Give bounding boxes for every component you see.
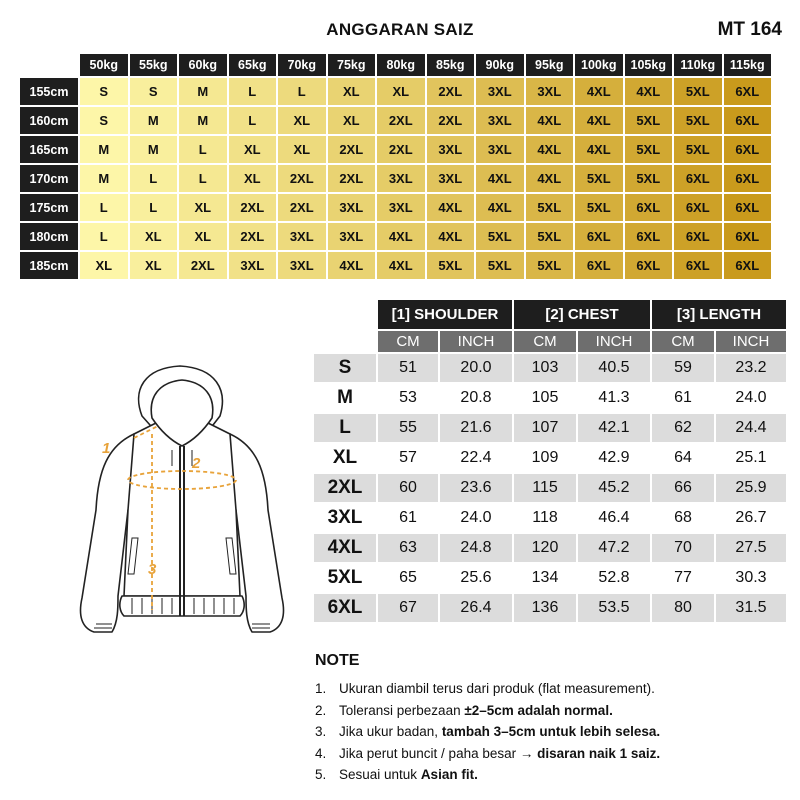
size-cell: 6XL bbox=[724, 78, 772, 105]
size-cell: XL bbox=[328, 78, 376, 105]
size-cell: 5XL bbox=[625, 136, 673, 163]
size-cell: L bbox=[80, 194, 128, 221]
size-cell: 4XL bbox=[575, 78, 623, 105]
weight-header: 80kg bbox=[377, 54, 425, 76]
size-cell: XL bbox=[229, 165, 277, 192]
size-label: 5XL bbox=[314, 564, 376, 592]
size-cell: S bbox=[130, 78, 178, 105]
size-cell: 6XL bbox=[724, 223, 772, 250]
size-cell: 2XL bbox=[179, 252, 227, 279]
size-cell: S bbox=[80, 78, 128, 105]
measure-value: 27.5 bbox=[716, 534, 786, 562]
unit-header: INCH bbox=[440, 331, 512, 352]
size-cell: 4XL bbox=[575, 107, 623, 134]
unit-header: CM bbox=[378, 331, 438, 352]
note-text: ±2–5cm adalah normal. bbox=[464, 702, 613, 718]
size-cell: M bbox=[179, 107, 227, 134]
weight-header: 95kg bbox=[526, 54, 574, 76]
note-number: 4. bbox=[315, 745, 327, 761]
measure-value: 70 bbox=[652, 534, 714, 562]
size-cell: L bbox=[179, 136, 227, 163]
size-cell: 3XL bbox=[526, 78, 574, 105]
measure-value: 45.2 bbox=[578, 474, 650, 502]
size-cell: 5XL bbox=[625, 107, 673, 134]
note-number: 1. bbox=[315, 681, 327, 696]
unit-header: CM bbox=[652, 331, 714, 352]
size-cell: 4XL bbox=[377, 252, 425, 279]
measure-value: 23.6 bbox=[440, 474, 512, 502]
size-cell: 5XL bbox=[427, 252, 475, 279]
measure-value: 25.9 bbox=[716, 474, 786, 502]
measure-value: 42.1 bbox=[578, 414, 650, 442]
size-cell: 3XL bbox=[278, 252, 326, 279]
size-cell: 6XL bbox=[625, 252, 673, 279]
measure-value: 21.6 bbox=[440, 414, 512, 442]
weight-header: 75kg bbox=[328, 54, 376, 76]
diagram-label-3: 3 bbox=[148, 561, 157, 578]
measure-value: 61 bbox=[652, 384, 714, 412]
size-cell: 4XL bbox=[476, 194, 524, 221]
size-cell: 3XL bbox=[377, 165, 425, 192]
note-text: Sesuai untuk bbox=[339, 767, 421, 782]
measure-value: 24.0 bbox=[440, 504, 512, 532]
size-label: 2XL bbox=[314, 474, 376, 502]
size-cell: S bbox=[80, 107, 128, 134]
weight-header: 60kg bbox=[179, 54, 227, 76]
measure-value: 20.0 bbox=[440, 354, 512, 382]
note-item bbox=[315, 743, 785, 765]
size-cell: 6XL bbox=[674, 252, 722, 279]
measure-value: 25.6 bbox=[440, 564, 512, 592]
weight-header: 105kg bbox=[625, 54, 673, 76]
size-label: XL bbox=[314, 444, 376, 472]
size-cell: 5XL bbox=[526, 252, 574, 279]
size-cell: 5XL bbox=[526, 194, 574, 221]
size-cell: 6XL bbox=[724, 107, 772, 134]
grid-corner bbox=[20, 54, 78, 76]
measure-value: 63 bbox=[378, 534, 438, 562]
size-cell: XL bbox=[377, 78, 425, 105]
size-label: L bbox=[314, 414, 376, 442]
size-cell: 3XL bbox=[476, 107, 524, 134]
size-cell: M bbox=[179, 78, 227, 105]
note-number: 2. bbox=[315, 702, 327, 718]
measure-value: 53.5 bbox=[578, 594, 650, 622]
jacket-diagram bbox=[72, 360, 304, 650]
measure-value: 68 bbox=[652, 504, 714, 532]
size-cell: 3XL bbox=[476, 78, 524, 105]
measure-value: 59 bbox=[652, 354, 714, 382]
size-cell: L bbox=[130, 165, 178, 192]
measure-corner bbox=[314, 300, 376, 329]
notes-section bbox=[315, 652, 785, 786]
diagram-label-2: 2 bbox=[192, 455, 201, 472]
height-header: 155cm bbox=[20, 78, 78, 105]
measure-value: 134 bbox=[514, 564, 576, 592]
height-header: 175cm bbox=[20, 194, 78, 221]
size-cell: XL bbox=[328, 107, 376, 134]
weight-header: 65kg bbox=[229, 54, 277, 76]
size-cell: 3XL bbox=[278, 223, 326, 250]
measure-value: 40.5 bbox=[578, 354, 650, 382]
size-cell: 4XL bbox=[476, 165, 524, 192]
size-label: 3XL bbox=[314, 504, 376, 532]
size-cell: 4XL bbox=[575, 136, 623, 163]
notes-heading: NOTE bbox=[315, 652, 360, 669]
size-cell: 5XL bbox=[575, 194, 623, 221]
measure-value: 25.1 bbox=[716, 444, 786, 472]
measure-value: 66 bbox=[652, 474, 714, 502]
size-label: M bbox=[314, 384, 376, 412]
size-cell: 6XL bbox=[674, 165, 722, 192]
size-label: 6XL bbox=[314, 594, 376, 622]
weight-header: 85kg bbox=[427, 54, 475, 76]
size-cell: 6XL bbox=[674, 223, 722, 250]
measure-value: 80 bbox=[652, 594, 714, 622]
size-cell: L bbox=[229, 78, 277, 105]
size-cell: XL bbox=[229, 136, 277, 163]
measure-value: 109 bbox=[514, 444, 576, 472]
size-cell: 6XL bbox=[575, 223, 623, 250]
size-cell: 3XL bbox=[427, 165, 475, 192]
size-cell: XL bbox=[130, 252, 178, 279]
height-header: 160cm bbox=[20, 107, 78, 134]
unit-header: CM bbox=[514, 331, 576, 352]
measure-value: 24.4 bbox=[716, 414, 786, 442]
note-text: Asian fit. bbox=[420, 767, 478, 782]
measure-value: 120 bbox=[514, 534, 576, 562]
weight-header: 100kg bbox=[575, 54, 623, 76]
measure-corner bbox=[314, 331, 376, 352]
size-cell: 2XL bbox=[278, 165, 326, 192]
size-cell: 3XL bbox=[427, 136, 475, 163]
measure-value: 62 bbox=[652, 414, 714, 442]
notes-list bbox=[315, 678, 785, 786]
size-cell: L bbox=[179, 165, 227, 192]
weight-header: 50kg bbox=[80, 54, 128, 76]
size-cell: 2XL bbox=[328, 136, 376, 163]
size-cell: 3XL bbox=[476, 136, 524, 163]
note-text: Jika perut buncit / paha besar → bbox=[339, 745, 538, 761]
measure-value: 42.9 bbox=[578, 444, 650, 472]
measure-value: 77 bbox=[652, 564, 714, 592]
size-cell: 2XL bbox=[229, 223, 277, 250]
size-cell: 5XL bbox=[575, 165, 623, 192]
weight-header: 90kg bbox=[476, 54, 524, 76]
measure-value: 67 bbox=[378, 594, 438, 622]
weight-header: 110kg bbox=[674, 54, 722, 76]
size-cell: 4XL bbox=[526, 107, 574, 134]
measure-group-header: [1] SHOULDER bbox=[378, 300, 512, 329]
measure-value: 55 bbox=[378, 414, 438, 442]
note-text: Ukuran diambil terus dari produk (flat measurement). bbox=[339, 681, 655, 696]
size-cell: 2XL bbox=[377, 136, 425, 163]
measure-group-header: [3] LENGTH bbox=[652, 300, 786, 329]
measure-value: 47.2 bbox=[578, 534, 650, 562]
note-text: Jika ukur badan, bbox=[339, 724, 442, 739]
size-cell: 2XL bbox=[377, 107, 425, 134]
size-guide-grid bbox=[18, 52, 773, 281]
size-cell: L bbox=[80, 223, 128, 250]
measure-value: 24.0 bbox=[716, 384, 786, 412]
size-cell: M bbox=[80, 165, 128, 192]
weight-header: 70kg bbox=[278, 54, 326, 76]
size-cell: 6XL bbox=[724, 136, 772, 163]
size-cell: 6XL bbox=[674, 194, 722, 221]
size-cell: 3XL bbox=[377, 194, 425, 221]
size-cell: 2XL bbox=[427, 78, 475, 105]
size-cell: L bbox=[278, 78, 326, 105]
size-cell: 2XL bbox=[427, 107, 475, 134]
size-cell: M bbox=[130, 136, 178, 163]
size-cell: 2XL bbox=[278, 194, 326, 221]
size-cell: 2XL bbox=[229, 194, 277, 221]
size-cell: 6XL bbox=[724, 165, 772, 192]
note-text: Toleransi perbezaan bbox=[339, 702, 465, 718]
size-cell: XL bbox=[130, 223, 178, 250]
diagram-label-1: 1 bbox=[102, 440, 111, 457]
note-text: disaran naik 1 saiz. bbox=[537, 745, 661, 761]
size-cell: 3XL bbox=[229, 252, 277, 279]
weight-header: 55kg bbox=[130, 54, 178, 76]
measure-value: 23.2 bbox=[716, 354, 786, 382]
size-cell: M bbox=[130, 107, 178, 134]
size-cell: L bbox=[229, 107, 277, 134]
size-cell: XL bbox=[179, 223, 227, 250]
size-cell: 6XL bbox=[625, 223, 673, 250]
size-cell: 4XL bbox=[328, 252, 376, 279]
measure-value: 107 bbox=[514, 414, 576, 442]
measure-value: 41.3 bbox=[578, 384, 650, 412]
measure-value: 115 bbox=[514, 474, 576, 502]
height-header: 165cm bbox=[20, 136, 78, 163]
size-cell: 6XL bbox=[724, 194, 772, 221]
note-item bbox=[315, 700, 785, 722]
size-cell: 6XL bbox=[724, 252, 772, 279]
note-item bbox=[315, 764, 785, 786]
size-cell: 2XL bbox=[328, 165, 376, 192]
unit-header: INCH bbox=[578, 331, 650, 352]
size-label: S bbox=[314, 354, 376, 382]
measure-value: 31.5 bbox=[716, 594, 786, 622]
size-label: 4XL bbox=[314, 534, 376, 562]
height-header: 170cm bbox=[20, 165, 78, 192]
measure-value: 52.8 bbox=[578, 564, 650, 592]
measure-value: 61 bbox=[378, 504, 438, 532]
measure-value: 57 bbox=[378, 444, 438, 472]
note-number: 3. bbox=[315, 724, 327, 739]
size-cell: 5XL bbox=[674, 136, 722, 163]
unit-header: INCH bbox=[716, 331, 786, 352]
note-item bbox=[315, 678, 785, 700]
size-cell: 6XL bbox=[575, 252, 623, 279]
measure-value: 136 bbox=[514, 594, 576, 622]
size-cell: M bbox=[80, 136, 128, 163]
size-cell: 5XL bbox=[526, 223, 574, 250]
product-code: MT 164 bbox=[717, 19, 782, 40]
measurement-table bbox=[312, 298, 788, 624]
size-cell: 3XL bbox=[328, 194, 376, 221]
size-cell: 5XL bbox=[674, 78, 722, 105]
measure-value: 118 bbox=[514, 504, 576, 532]
size-cell: L bbox=[130, 194, 178, 221]
measure-value: 65 bbox=[378, 564, 438, 592]
size-cell: 4XL bbox=[526, 136, 574, 163]
measure-value: 53 bbox=[378, 384, 438, 412]
measure-value: 51 bbox=[378, 354, 438, 382]
measure-value: 30.3 bbox=[716, 564, 786, 592]
measure-value: 26.4 bbox=[440, 594, 512, 622]
size-cell: 4XL bbox=[377, 223, 425, 250]
size-cell: 4XL bbox=[427, 223, 475, 250]
size-cell: 3XL bbox=[328, 223, 376, 250]
size-cell: 4XL bbox=[427, 194, 475, 221]
size-cell: 6XL bbox=[625, 194, 673, 221]
measure-value: 24.8 bbox=[440, 534, 512, 562]
measure-value: 105 bbox=[514, 384, 576, 412]
size-cell: 4XL bbox=[625, 78, 673, 105]
page-title: ANGGARAN SAIZ bbox=[326, 20, 474, 39]
note-text: tambah 3–5cm untuk lebih selesa. bbox=[441, 724, 661, 739]
measure-value: 103 bbox=[514, 354, 576, 382]
size-cell: 5XL bbox=[674, 107, 722, 134]
height-header: 180cm bbox=[20, 223, 78, 250]
measure-group-header: [2] CHEST bbox=[514, 300, 650, 329]
weight-header: 115kg bbox=[724, 54, 772, 76]
size-cell: XL bbox=[278, 107, 326, 134]
size-cell: 5XL bbox=[625, 165, 673, 192]
size-cell: XL bbox=[278, 136, 326, 163]
size-cell: 5XL bbox=[476, 223, 524, 250]
note-number: 5. bbox=[315, 767, 327, 782]
measure-value: 46.4 bbox=[578, 504, 650, 532]
note-item bbox=[315, 721, 785, 743]
size-cell: 4XL bbox=[526, 165, 574, 192]
height-header: 185cm bbox=[20, 252, 78, 279]
measure-value: 64 bbox=[652, 444, 714, 472]
measure-value: 22.4 bbox=[440, 444, 512, 472]
size-cell: XL bbox=[80, 252, 128, 279]
size-cell: 5XL bbox=[476, 252, 524, 279]
measure-value: 60 bbox=[378, 474, 438, 502]
size-cell: XL bbox=[179, 194, 227, 221]
measure-value: 20.8 bbox=[440, 384, 512, 412]
measure-value: 26.7 bbox=[716, 504, 786, 532]
